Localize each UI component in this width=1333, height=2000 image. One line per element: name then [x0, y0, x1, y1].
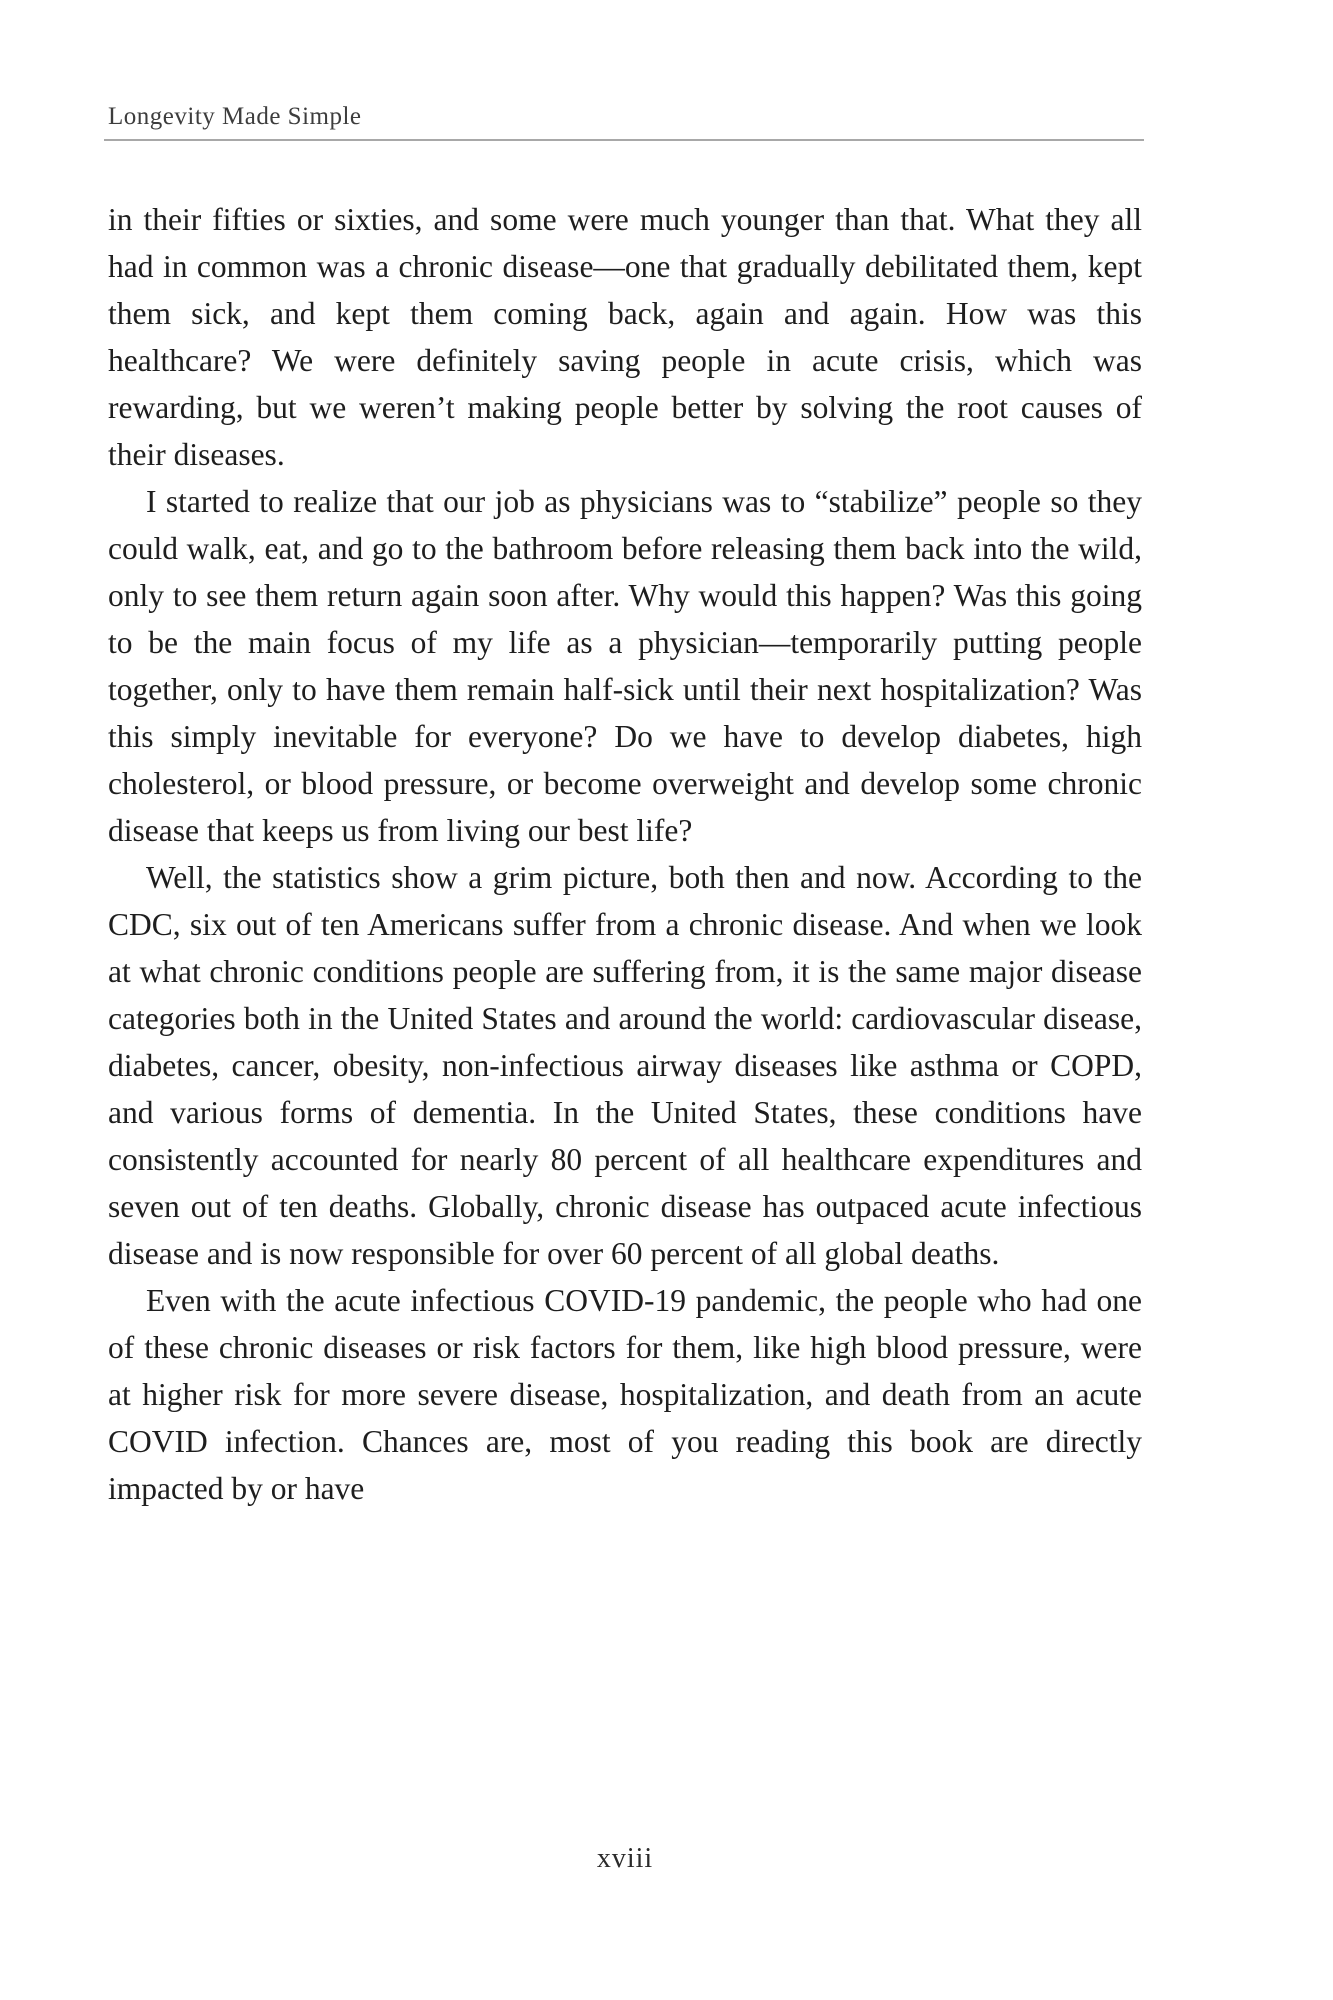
- page-body: [108, 196, 1142, 1512]
- header-rule: [104, 139, 1144, 141]
- paragraph: Even with the acute infectious COVID-19 pandemic, the people who had one of these chronic diseases or risk factors for them, like high blood pressure, were at higher risk for more severe disease, hospitalization, and death from an acute COVID infection. Chances are, most of you reading this book are directly impacted by or have: [108, 1283, 1142, 1506]
- page-number: xviii: [596, 1843, 654, 1874]
- running-header: Longevity Made Simple: [108, 103, 362, 130]
- paragraph: Well, the statistics show a grim picture, both then and now. According to the CDC, six out of ten Americans suffer from a chronic disease. And when we look at what chronic conditions people are suffering from, it is the same major disease categories both in the United States and around the world: cardiovascular disease, diabetes, cancer, obesity, non-infectious airway diseases like asthma or COPD, and various forms of dementia. In the United States, these conditions have consistently accounted for nearly 80 percent of all healthcare expenditures and seven out of ten deaths. Globally, chronic disease has outpaced acute infectious disease and is now responsible for over 60 percent of all global deaths.: [108, 860, 1142, 1271]
- paragraph: I started to realize that our job as physicians was to “stabilize” people so they could walk, eat, and go to the bathroom before releasing them back into the wild, only to see them return again soon after. Why would this happen? Was this going to be the main focus of my life as a physician—temporarily putting people together, only to have them remain half-sick until their next hospitalization? Was this simply inevitable for everyone? Do we have to develop diabetes, high cholesterol, or blood pressure, or become overweight and develop some chronic disease that keeps us from living our best life?: [108, 484, 1142, 848]
- paragraph-continued: in their fifties or sixties, and some were much younger than that. What they all had in common was a chronic disease—one that gradually debilitated them, kept them sick, and kept them coming back, again and again. How was this healthcare? We were definitely saving people in acute crisis, which was rewarding, but we weren’t making people better by solving the root causes of their diseases.: [108, 202, 1142, 472]
